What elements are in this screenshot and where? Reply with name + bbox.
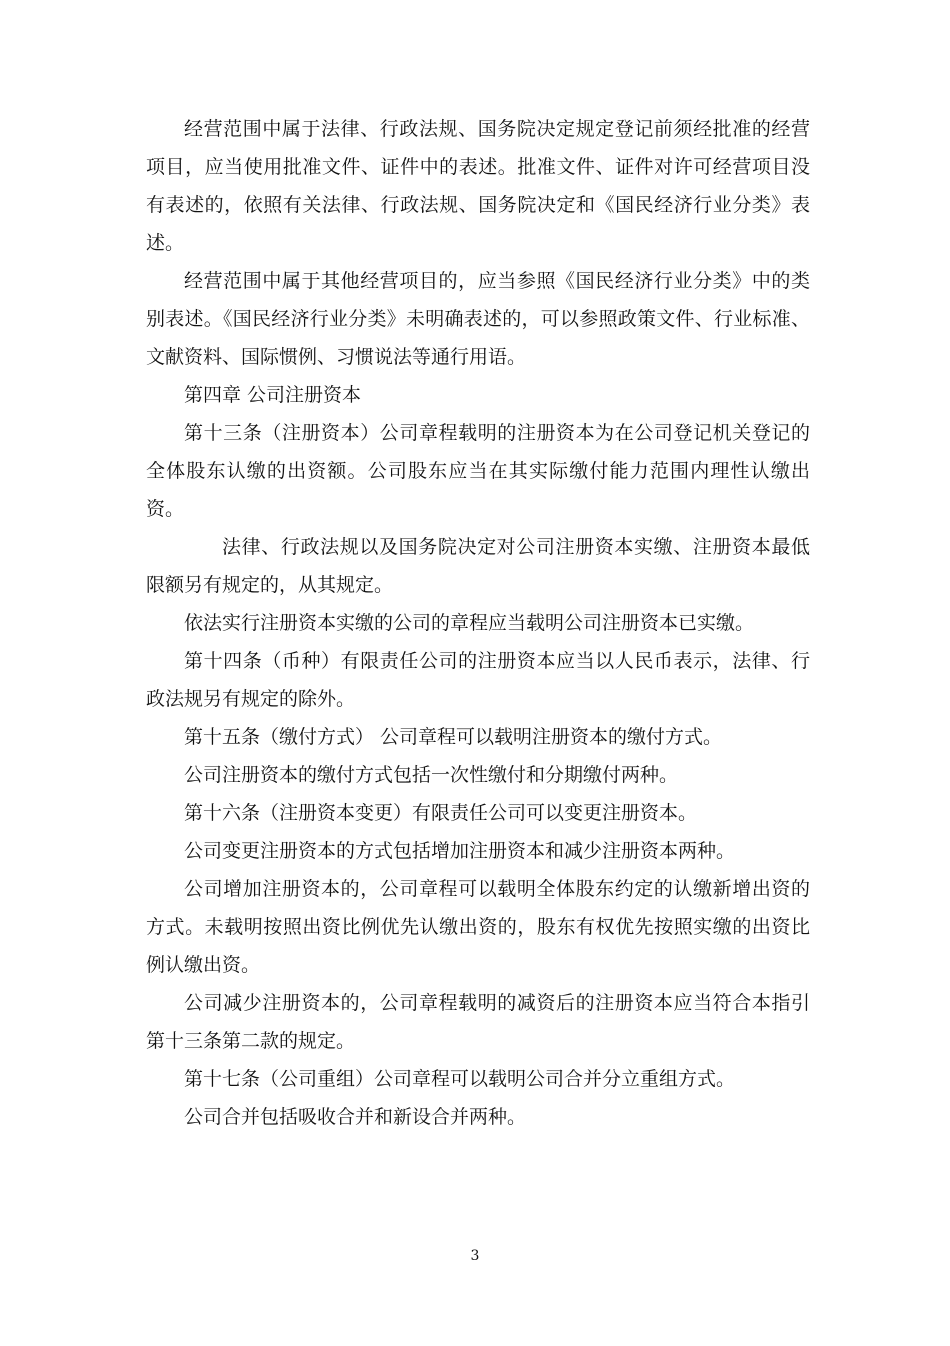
article-16: 第十六条（注册资本变更）有限责任公司可以变更注册资本。 xyxy=(184,802,698,824)
paragraph: 经营范围中属于法律、行政法规、国务院决定规定登记前须经批准的经营项目，应当使用批准文件、证件中的表述。批准文件、证件对许可经营项目没有表述的，依照有关法律、行政法规、国务院决定和《国民经济行业分类》表述。 xyxy=(146,118,810,254)
article-13: 第十三条（注册资本）公司章程载明的注册资本为在公司登记机关登记的全体股东认缴的出资额。公司股东应当在其实际缴付能力范围内理性认缴出资。 xyxy=(146,422,810,520)
paragraph: 公司增加注册资本的，公司章程可以载明全体股东约定的认缴新增出资的方式。未载明按照出资比例优先认缴出资的，股东有权优先按照实缴的出资比例认缴出资。 xyxy=(146,878,810,976)
paragraph: 公司注册资本的缴付方式包括一次性缴付和分期缴付两种。 xyxy=(184,764,679,786)
chapter-heading: 第四章 公司注册资本 xyxy=(184,384,362,406)
paragraph: 公司减少注册资本的，公司章程载明的减资后的注册资本应当符合本指引第十三条第二款的规定。 xyxy=(146,992,810,1052)
article-14: 第十四条（币种）有限责任公司的注册资本应当以人民币表示，法律、行政法规另有规定的除外。 xyxy=(146,650,810,710)
paragraph: 公司合并包括吸收合并和新设合并两种。 xyxy=(184,1106,527,1128)
article-15: 第十五条（缴付方式） 公司章程可以载明注册资本的缴付方式。 xyxy=(184,726,723,748)
article-17: 第十七条（公司重组）公司章程可以载明公司合并分立重组方式。 xyxy=(184,1068,736,1090)
paragraph: 依法实行注册资本实缴的公司的章程应当载明公司注册资本已实缴。 xyxy=(184,612,755,634)
page-number: 3 xyxy=(470,1248,480,1264)
paragraph: 法律、行政法规以及国务院决定对公司注册资本实缴、注册资本最低限额另有规定的，从其规定。 xyxy=(146,536,810,596)
paragraph: 公司变更注册资本的方式包括增加注册资本和减少注册资本两种。 xyxy=(184,840,736,862)
document-body xyxy=(146,110,810,1136)
paragraph: 经营范围中属于其他经营项目的，应当参照《国民经济行业分类》中的类别表述。《国民经济行业分类》未明确表述的，可以参照政策文件、行业标准、文献资料、国际惯例、习惯说法等通行用语。 xyxy=(146,270,810,368)
